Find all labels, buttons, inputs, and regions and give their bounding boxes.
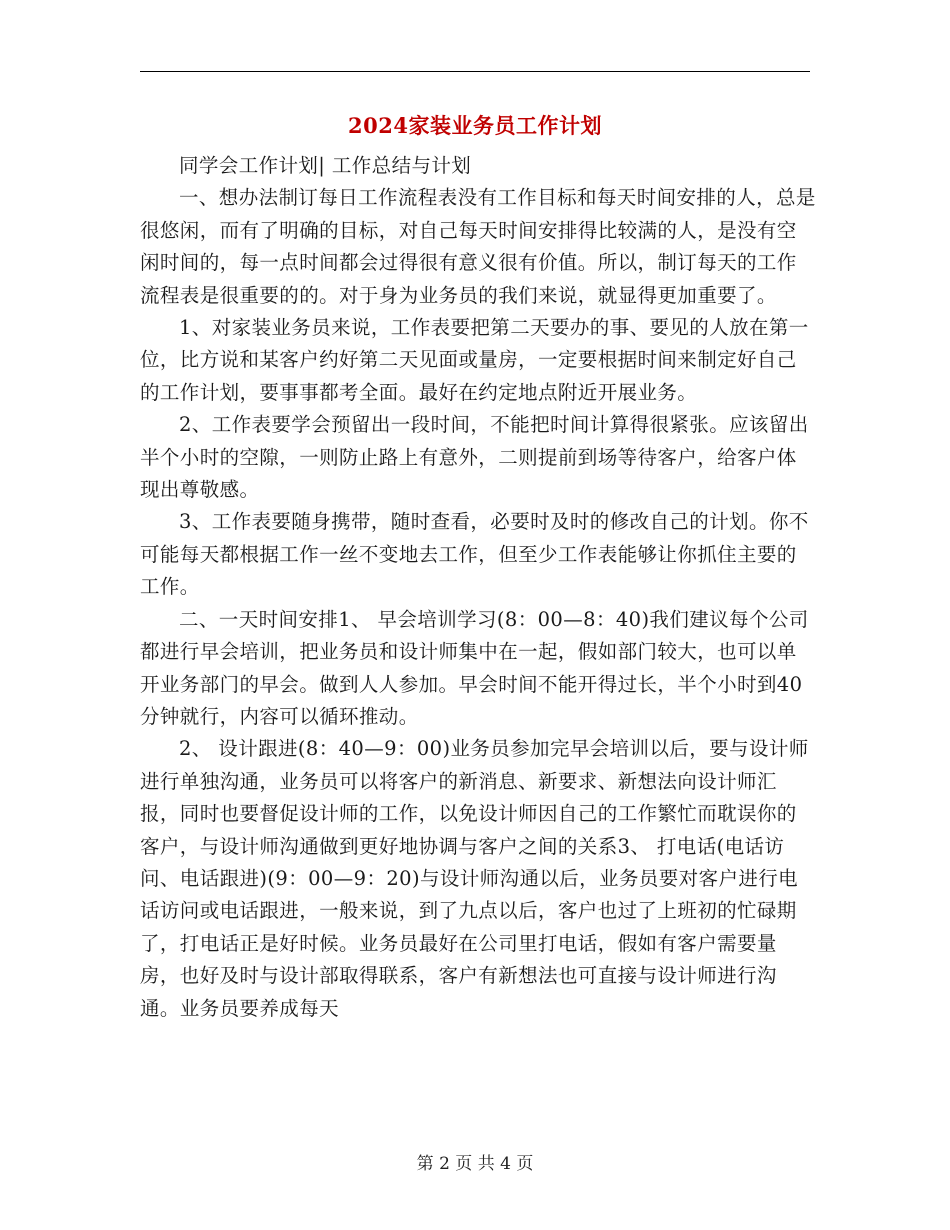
- document-body: [140, 150, 816, 1025]
- paragraph-section-2: 二、一天时间安排1、 早会培训学习(8：00—8：40)我们建议每个公司都进行早会培训，把业务员和设计师集中在一起，假如部门较大，也可以单开业务部门的早会。做到人人参加。早会时间不能开得过长，半个小时到40分钟就行，内容可以循环推动。: [140, 607, 809, 728]
- paragraph-section-1: 一、想办法制订每日工作流程表没有工作目标和每天时间安排的人，总是很悠闲，而有了明确的目标，对自己每天时间安排得比较满的人，是没有空闲时间的，每一点时间都会过得很有意义很有价值。所以，制订每天的工作流程表是很重要的的。对于身为业务员的我们来说，就显得更加重要了。: [140, 186, 816, 307]
- paragraph-item-2: 2、工作表要学会预留出一段时间，不能把时间计算得很紧张。应该留出半个小时的空隙，一则防止路上有意外，二则提前到场等待客户，给客户体现出尊敬感。: [140, 413, 809, 502]
- header-rule: [140, 71, 810, 72]
- paragraph-subtitle: 同学会工作计划| 工作总结与计划: [179, 154, 472, 177]
- paragraph-item-1: 1、对家装业务员来说，工作表要把第二天要办的事、要见的人放在第一位，比方说和某客户约好第二天见面或量房，一定要根据时间来制定好自己的工作计划，要事事都考全面。最好在约定地点附近开展业务。: [140, 316, 809, 404]
- document-title: 2024家装业务员工作计划: [348, 113, 602, 138]
- paragraph-design-followup: 2、 设计跟进(8：40—9：00)业务员参加完早会培训以后，要与设计师进行单独沟通，业务员可以将客户的新消息、新要求、新想法向设计师汇报，同时也要督促设计师的工作，以免设计师因自己的工作繁忙而耽误你的客户，与设计师沟通做到更好地协调与客户之间的关系3、 打电话(电话访问、电话跟进)(9：00—9：20)与设计师沟通以后，业务员要对客户进行电话访问或电话跟进，一般来说，到了九点以后，客户也过了上班初的忙碌期了，打电话正是好时候。业务员最好在公司里打电话，假如有客户需要量房，也好及时与设计部取得联系，客户有新想法也可直接与设计师进行沟通。业务员要养成每天: [140, 737, 809, 1020]
- paragraph-item-3: 3、工作表要随身携带，随时查看，必要时及时的修改自己的计划。你不可能每天都根据工作一丝不变地去工作，但至少工作表能够让你抓住主要的工作。: [140, 510, 809, 599]
- page-number: 第 2 页 共 4 页: [416, 1154, 534, 1174]
